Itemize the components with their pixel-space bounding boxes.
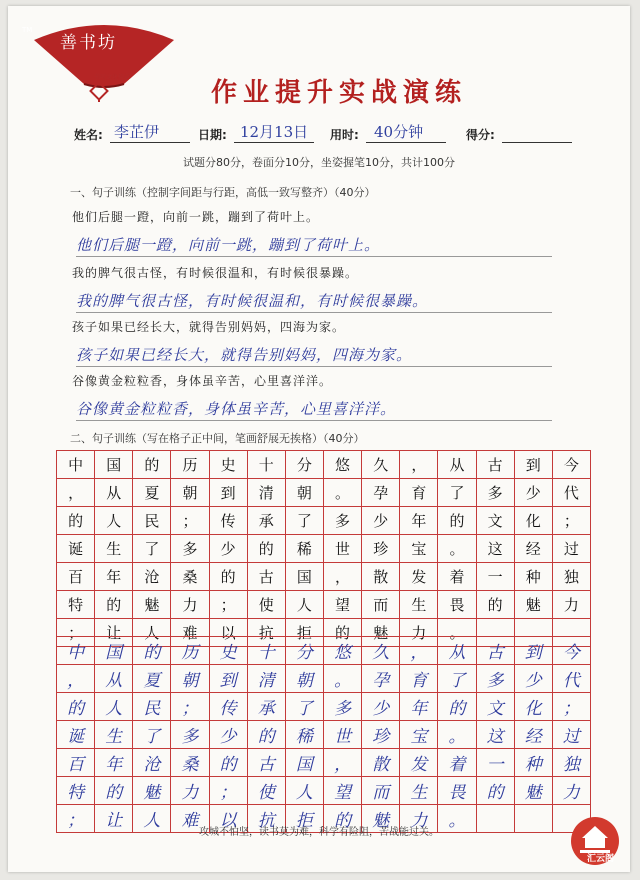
grid-cell: 夏: [133, 665, 171, 693]
grid-cell: 分: [286, 637, 324, 665]
grid-cell: 的: [324, 805, 362, 833]
writing-line: [76, 420, 552, 421]
grid-cell: 史: [210, 637, 248, 665]
grid-cell: 的: [133, 451, 171, 479]
grid-cell: 悠: [324, 637, 362, 665]
grid-cell: 文: [477, 693, 515, 721]
grid-cell: 力: [171, 591, 209, 619]
grid-cell: 魅: [362, 619, 400, 647]
grid-cell: 望: [324, 777, 362, 805]
grid-cell: 而: [362, 777, 400, 805]
grid-cell: 独: [553, 749, 591, 777]
grid-cell: 传: [210, 693, 248, 721]
grid-cell: 了: [133, 535, 171, 563]
grid-cell: 力: [400, 805, 438, 833]
grid-cell: 民: [133, 507, 171, 535]
grid-cell: 朝: [286, 665, 324, 693]
writing-line: [76, 256, 552, 257]
grid-cell: 一: [477, 563, 515, 591]
grid-cell: ，: [324, 749, 362, 777]
grid-cell: ；: [171, 693, 209, 721]
grid-cell: 化: [515, 693, 553, 721]
grid-cell: 桑: [171, 749, 209, 777]
handwritten-sentence-2: 我的脾气很古怪，有时候很温和，有时候很暴躁。: [76, 292, 429, 310]
grid-cell: 历: [171, 637, 209, 665]
grid-cell: ；: [553, 507, 591, 535]
grid-cell: 古: [477, 451, 515, 479]
logo-text: 善书坊: [60, 33, 117, 53]
grid-cell: 从: [438, 451, 476, 479]
name-label: 姓名:: [74, 128, 103, 142]
grid-cell: 。: [438, 619, 476, 647]
grid-cell: 。: [438, 535, 476, 563]
grid-cell: 的: [57, 507, 95, 535]
grid-cell: 世: [324, 535, 362, 563]
grid-cell: 生: [400, 777, 438, 805]
grid-cell: 百: [57, 563, 95, 591]
grid-cell: 中: [57, 451, 95, 479]
grid-cell: 的: [133, 637, 171, 665]
grid-cell: 十: [248, 451, 286, 479]
grid-cell: 。: [438, 805, 476, 833]
grid-cell: 拒: [286, 805, 324, 833]
grid-cell: 清: [248, 479, 286, 507]
grid-cell: 畏: [438, 591, 476, 619]
grid-cell: ；: [210, 591, 248, 619]
grid-cell: 以: [210, 619, 248, 647]
grid-cell: 宝: [400, 535, 438, 563]
grid-cell: 珍: [362, 535, 400, 563]
grid-cell: 了: [286, 507, 324, 535]
grid-cell: 魅: [133, 777, 171, 805]
writing-line: [76, 366, 552, 367]
time-underline: [366, 142, 446, 143]
grid-cell: 史: [210, 451, 248, 479]
grid-cell: ，: [324, 563, 362, 591]
grid-cell: 一: [477, 749, 515, 777]
date-value: 12月13日: [240, 123, 309, 141]
grid-cell: 多: [171, 535, 209, 563]
grid-cell: ；: [553, 693, 591, 721]
score-label: 得分:: [466, 128, 495, 142]
grid-cell: 的: [95, 591, 133, 619]
handwritten-character-grid: [56, 636, 591, 833]
grid-cell: 多: [477, 665, 515, 693]
worksheet-page: [8, 6, 630, 872]
grid-cell: 从: [95, 665, 133, 693]
grid-cell: 少: [210, 535, 248, 563]
grid-cell: 难: [171, 619, 209, 647]
grid-cell: 人: [133, 619, 171, 647]
grid-cell: 种: [515, 749, 553, 777]
grid-cell: 代: [553, 479, 591, 507]
grid-cell: 孕: [362, 665, 400, 693]
grid-cell: 承: [248, 693, 286, 721]
section1-title: 一、句子训练（控制字间距与行距，高低一致写整齐）（40分）: [70, 186, 376, 199]
grid-cell: 这: [477, 535, 515, 563]
grid-cell: 了: [438, 665, 476, 693]
grid-cell: 魅: [515, 591, 553, 619]
grid-cell: 的: [95, 777, 133, 805]
grid-cell: 让: [95, 619, 133, 647]
grid-cell: 清: [248, 665, 286, 693]
grid-cell: 沧: [133, 749, 171, 777]
grid-cell: 少: [210, 721, 248, 749]
grid-cell: 魅: [362, 805, 400, 833]
grid-cell: 多: [477, 479, 515, 507]
handwritten-sentence-4: 谷像黄金粒粒香，身体虽辛苦，心里喜洋洋。: [76, 400, 397, 418]
grid-cell: 珍: [362, 721, 400, 749]
grid-cell: 过: [553, 721, 591, 749]
grid-cell: 多: [324, 693, 362, 721]
handwritten-sentence-1: 他们后腿一蹬，向前一跳，蹦到了荷叶上。: [76, 236, 381, 254]
grid-cell: 百: [57, 749, 95, 777]
logo-trademark: TM: [22, 26, 33, 34]
grid-cell: 望: [324, 591, 362, 619]
grid-cell: 抗: [248, 805, 286, 833]
grid-cell: 朝: [171, 665, 209, 693]
grid-cell: 到: [515, 451, 553, 479]
grid-cell: 人: [286, 591, 324, 619]
grid-cell: 散: [362, 563, 400, 591]
grid-cell: 国: [286, 749, 324, 777]
printed-sentence-3: 孩子如果已经长大，就得告别妈妈，四海为家。: [72, 320, 346, 334]
grid-cell: 而: [362, 591, 400, 619]
grid-cell: ，: [400, 451, 438, 479]
printed-sentence-4: 谷像黄金粒粒香，身体虽辛苦，心里喜洋洋。: [72, 374, 333, 388]
grid-cell: 国: [95, 637, 133, 665]
grid-cell: 世: [324, 721, 362, 749]
grid-cell: 历: [171, 451, 209, 479]
score-underline: [502, 142, 572, 143]
grid-cell: 的: [438, 507, 476, 535]
printed-sentence-2: 我的脾气很古怪，有时候很温和，有时候很暴躁。: [72, 266, 359, 280]
grid-cell: 沧: [133, 563, 171, 591]
grid-cell: 人: [286, 777, 324, 805]
grid-cell: 人: [95, 507, 133, 535]
grid-cell: 中: [57, 637, 95, 665]
grid-cell: 少: [515, 665, 553, 693]
grid-cell: 诞: [57, 535, 95, 563]
grid-cell: 久: [362, 637, 400, 665]
grid-cell: 魅: [515, 777, 553, 805]
printed-character-grid: [56, 450, 591, 647]
grid-cell: 力: [553, 777, 591, 805]
grid-cell: 力: [171, 777, 209, 805]
score-note: 试题分80分，卷面分10分，坐姿握笔10分，共计100分: [183, 156, 455, 169]
grid-cell: 朝: [286, 479, 324, 507]
printed-sentence-1: 他们后腿一蹬，向前一跳，蹦到了荷叶上。: [72, 210, 320, 224]
grid-cell: ；: [171, 507, 209, 535]
grid-cell: 使: [248, 777, 286, 805]
writing-line: [76, 312, 552, 313]
stamp-text: 汇云阁: [586, 854, 614, 864]
grid-cell: 抗: [248, 619, 286, 647]
grid-cell: 古: [477, 637, 515, 665]
grid-cell: 夏: [133, 479, 171, 507]
grid-cell: 着: [438, 563, 476, 591]
grid-cell: 年: [400, 693, 438, 721]
grid-cell: 。: [324, 479, 362, 507]
grid-cell: 到: [515, 637, 553, 665]
grid-cell: 宝: [400, 721, 438, 749]
date-label: 日期:: [198, 128, 227, 142]
grid-cell: 到: [210, 665, 248, 693]
grid-cell: 人: [133, 805, 171, 833]
grid-cell: 使: [248, 591, 286, 619]
grid-cell: 诞: [57, 721, 95, 749]
grid-cell: 散: [362, 749, 400, 777]
grid-cell: 经: [515, 535, 553, 563]
grid-cell: 少: [362, 693, 400, 721]
grid-cell: 的: [248, 721, 286, 749]
grid-cell: 难: [171, 805, 209, 833]
grid-cell: ，: [57, 665, 95, 693]
grid-cell: 古: [248, 749, 286, 777]
grid-cell: 的: [438, 693, 476, 721]
grid-cell: 稀: [286, 535, 324, 563]
grid-cell: 的: [324, 619, 362, 647]
grid-cell: 十: [248, 637, 286, 665]
grid-cell: 朝: [171, 479, 209, 507]
grid-cell: 多: [171, 721, 209, 749]
grid-cell: ，: [400, 637, 438, 665]
grid-cell: 独: [553, 563, 591, 591]
grid-cell: 的: [210, 749, 248, 777]
section2-title: 二、句子训练（写在格子正中间，笔画舒展无挨格）（40分）: [70, 432, 365, 445]
grid-cell: 力: [553, 591, 591, 619]
grid-cell: 人: [95, 693, 133, 721]
grid-cell: ，: [57, 479, 95, 507]
grid-cell: 畏: [438, 777, 476, 805]
grid-cell: 孕: [362, 479, 400, 507]
grid-cell: 发: [400, 749, 438, 777]
grid-cell: 多: [324, 507, 362, 535]
grid-cell: 了: [133, 721, 171, 749]
grid-cell: 特: [57, 591, 95, 619]
grid-cell: 种: [515, 563, 553, 591]
grid-cell: 的: [210, 563, 248, 591]
grid-cell: 的: [57, 693, 95, 721]
grid-cell: 生: [95, 721, 133, 749]
grid-cell: 拒: [286, 619, 324, 647]
time-value: 40分钟: [374, 123, 424, 141]
grid-cell: 年: [95, 749, 133, 777]
grid-cell: 育: [400, 479, 438, 507]
grid-cell: 文: [477, 507, 515, 535]
grid-cell: 化: [515, 507, 553, 535]
grid-cell: 民: [133, 693, 171, 721]
grid-cell: 承: [248, 507, 286, 535]
logo-subtitle: 书写文化传承: [94, 74, 131, 81]
grid-cell: 让: [95, 805, 133, 833]
student-info-row: [74, 123, 580, 148]
grid-cell: 到: [210, 479, 248, 507]
grid-cell: 桑: [171, 563, 209, 591]
grid-cell: 年: [400, 507, 438, 535]
grid-cell: 以: [210, 805, 248, 833]
grid-cell: 国: [95, 451, 133, 479]
grid-cell: 悠: [324, 451, 362, 479]
page-title: 作业提升实战演练: [210, 78, 467, 108]
grid-cell: 从: [438, 637, 476, 665]
grid-cell: ；: [57, 805, 95, 833]
footer-motto: 攻城不怕坚，读书莫为难，科学有险阻，苦战能过关。: [199, 827, 439, 838]
grid-cell: 古: [248, 563, 286, 591]
date-underline: [234, 142, 314, 143]
name-value: 李芷伊: [114, 123, 160, 141]
grid-cell: 力: [400, 619, 438, 647]
grid-cell: 了: [438, 479, 476, 507]
grid-cell: 生: [95, 535, 133, 563]
grid-cell: 久: [362, 451, 400, 479]
grid-cell: 年: [95, 563, 133, 591]
handwritten-sentence-3: 孩子如果已经长大，就得告别妈妈，四海为家。: [76, 346, 413, 364]
grid-cell: ；: [57, 619, 95, 647]
grid-cell: 少: [515, 479, 553, 507]
grid-cell: 少: [362, 507, 400, 535]
grid-cell: 的: [477, 777, 515, 805]
time-label: 用时:: [330, 128, 359, 142]
grid-cell: 分: [286, 451, 324, 479]
grid-cell: 了: [286, 693, 324, 721]
grid-cell: 魅: [133, 591, 171, 619]
grid-cell: 稀: [286, 721, 324, 749]
grid-cell: 今: [553, 451, 591, 479]
grid-cell: 从: [95, 479, 133, 507]
grid-cell: 过: [553, 535, 591, 563]
grid-cell: 传: [210, 507, 248, 535]
grid-cell: 这: [477, 721, 515, 749]
grid-cell: 国: [286, 563, 324, 591]
grid-cell: 育: [400, 665, 438, 693]
grid-cell: 。: [324, 665, 362, 693]
grid-cell: 的: [248, 535, 286, 563]
grid-cell: 经: [515, 721, 553, 749]
grid-cell: ；: [210, 777, 248, 805]
grid-cell: 着: [438, 749, 476, 777]
grid-cell: 的: [477, 591, 515, 619]
grid-cell: 。: [438, 721, 476, 749]
grid-cell: 生: [400, 591, 438, 619]
grid-cell: 今: [553, 637, 591, 665]
grid-cell: 特: [57, 777, 95, 805]
grid-cell: 代: [553, 665, 591, 693]
name-underline: [110, 142, 190, 143]
grid-cell: 发: [400, 563, 438, 591]
